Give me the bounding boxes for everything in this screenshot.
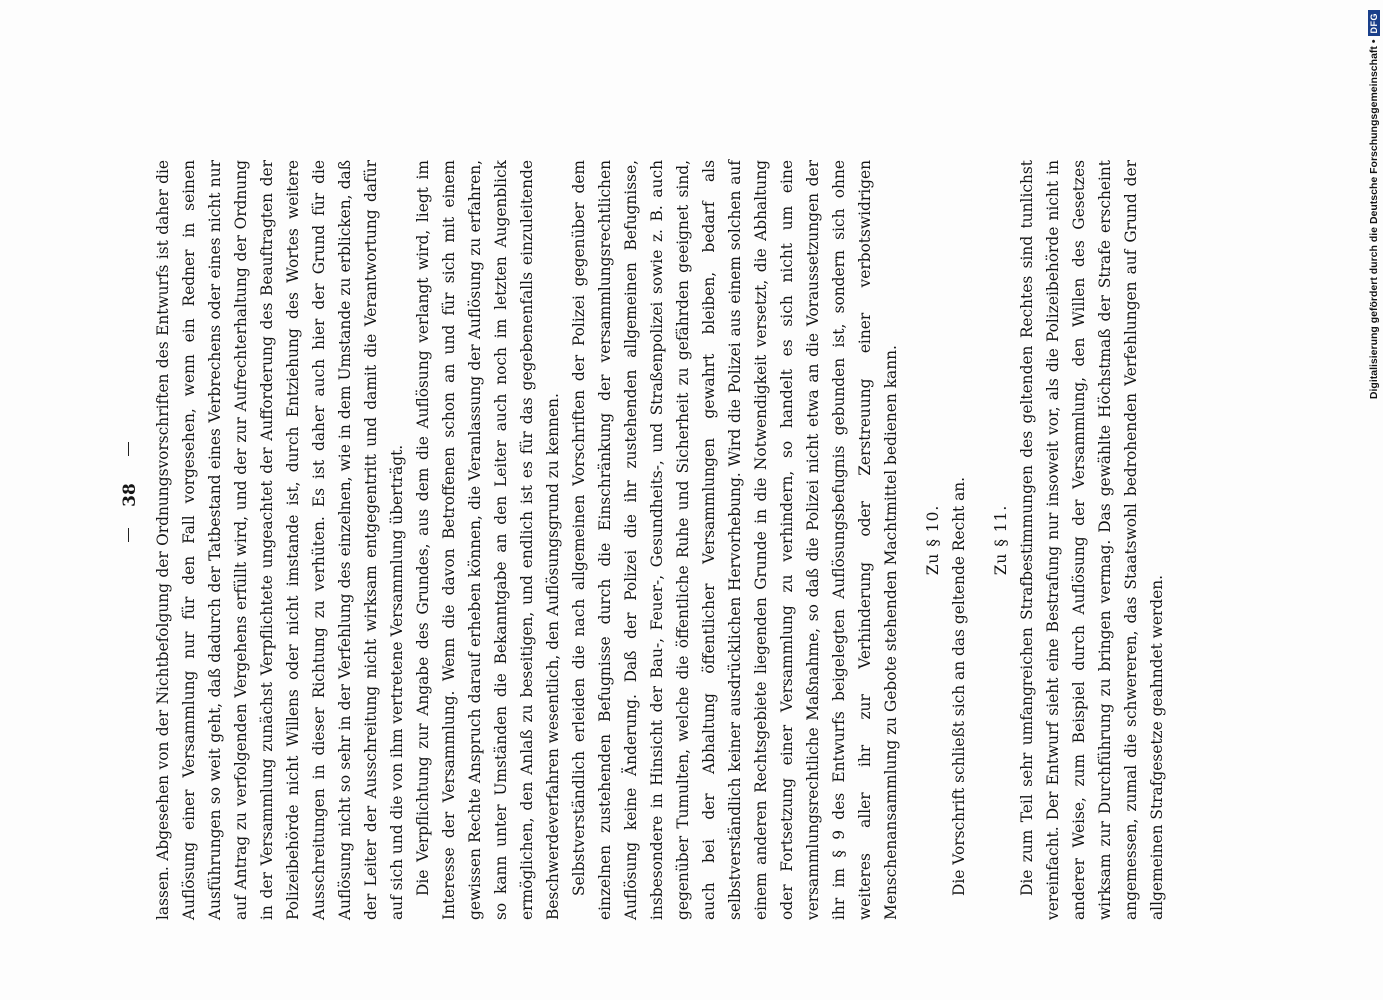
section-11-heading: Zu § 11. (992, 504, 1010, 576)
text-body (150, 160, 1170, 920)
section-11-text: Die zum Teil sehr umfangreichen Strafbestimmungen des geltenden Rechtes sind tunlichst vereinfacht. Der Entwurf sieht eine Bestrafung nur insoweit vor, als die Polizeibehörde nicht in anderer Weise, zum Beispiel durch Auflösung der Versammlung, den Willen des Gesetzes wirksam zur Durchführung zu bringen vermag. Das gewählte Höchstmaß der Strafe erscheint angemessen, zumal die schwereren, das Staatswohl bedrohenden Verfehlungen auf Grund der allgemeinen Strafgesetze geahndet werden. (1018, 160, 1166, 920)
page-number: 38 (119, 483, 140, 507)
credit-text: Digitalisierung gefördert durch die Deutsche Forschungsgemeinschaft • (1368, 39, 1380, 400)
header-dash-top (128, 442, 129, 456)
paragraph-dissolution-grounds: lassen. Abgesehen von der Nichtbefolgung der Ordnungsvorschriften des Entwurfs ist daher die Auflösung einer Versammlung nur für den Fall vorgesehen, wenn ein Redner in seinen Ausführungen so weit geht, daß dadurch der Tatbestand eines Verbrechens oder eines nicht nur auf Antrag zu verfolgenden Vergehens erfüllt wird, und der zur Aufrechterhaltung der Ordnung in der Versammlung zunächst Verpflichtete ungeachtet der Aufforderung des Beauftragten der Polizeibehörde nicht Willens oder nicht imstande ist, durch Entziehung des Wortes weitere Ausschreitungen in dieser Richtung zu verhüten. Es ist daher auch hier der Grund für die Auflösung nicht so sehr in der Verfehlung des einzelnen, wie in dem Umstande zu erblicken, daß der Leiter der Ausschreitung nicht wirksam entgegentritt und damit die Verantwortung dafür auf sich und die von ihm vertretene Versammlung überträgt. (154, 160, 406, 920)
paragraph-reason-obligation: Die Verpflichtung zur Angabe des Grundes, aus dem die Auflösung verlangt wird, liegt im Interesse der Versammlung. Wenn die davon Betroffenen schon an und für sich mit einem gewissen Rechte Anspruch darauf erheben können, die Veranlassung der Auflösung zu erfahren, so kann unter Umständen die Bekanntgabe an den Leiter auch noch im letzten Augenblick ermöglichen, den Anlaß zu beseitigen, und endlich ist es für das gegebenenfalls einzuleitende Beschwerdeverfahren wesentlich, den Auflösungsgrund zu kennen. (414, 160, 562, 920)
paragraph-police-powers: Selbstverständlich erleiden die nach allgemeinen Vorschriften der Polizei gegenüber dem einzelnen zustehenden Befugnisse durch die Einschränkung der versammlungsrechtlichen Auflösung keine Änderung. Daß der Polizei die ihr zustehenden allgemeinen Befugnisse, insbesondere in Hinsicht der Bau-, Feuer-, Gesundheits-, und Straßenpolizei sowie z. B. auch gegenüber Tumulten, welche die öffentliche Ruhe und Sicherheit zu gefährden geeignet sind, auch bei der Abhaltung öffentlicher Versammlungen gewahrt bleiben, bedarf als selbstverständlich keiner ausdrücklichen Hervorhebung. Wird die Polizei aus einem solchen auf einem anderen Rechtsgebiete liegenden Grunde in die Notwendigkeit versetzt, die Abhaltung oder Fortsetzung einer Versammlung zu verhindern, so handelt es sich nicht um eine versammlungsrechtliche Maßnahme, so daß die Polizei nicht etwa an die Voraussetzungen der ihr im § 9 des Entwurfs beigelegten Auflösungsbefugnis gebunden ist, sondern sich ohne weiteres aller ihr zur Verhinderung oder Zerstreuung einer verbotswidrigen Menschenansammlung zu Gebote stehenden Machtmittel bedienen kann. (570, 160, 900, 920)
dfg-credit-line (1368, 10, 1380, 990)
section-10-text: Die Vorschrift schließt sich an das geltende Recht an. (950, 476, 968, 896)
rotated-text-block (150, 160, 1170, 920)
dfg-logo: DFG (1368, 10, 1380, 37)
header-dash-bottom (128, 528, 129, 542)
section-10-heading: Zu § 10. (924, 504, 942, 576)
